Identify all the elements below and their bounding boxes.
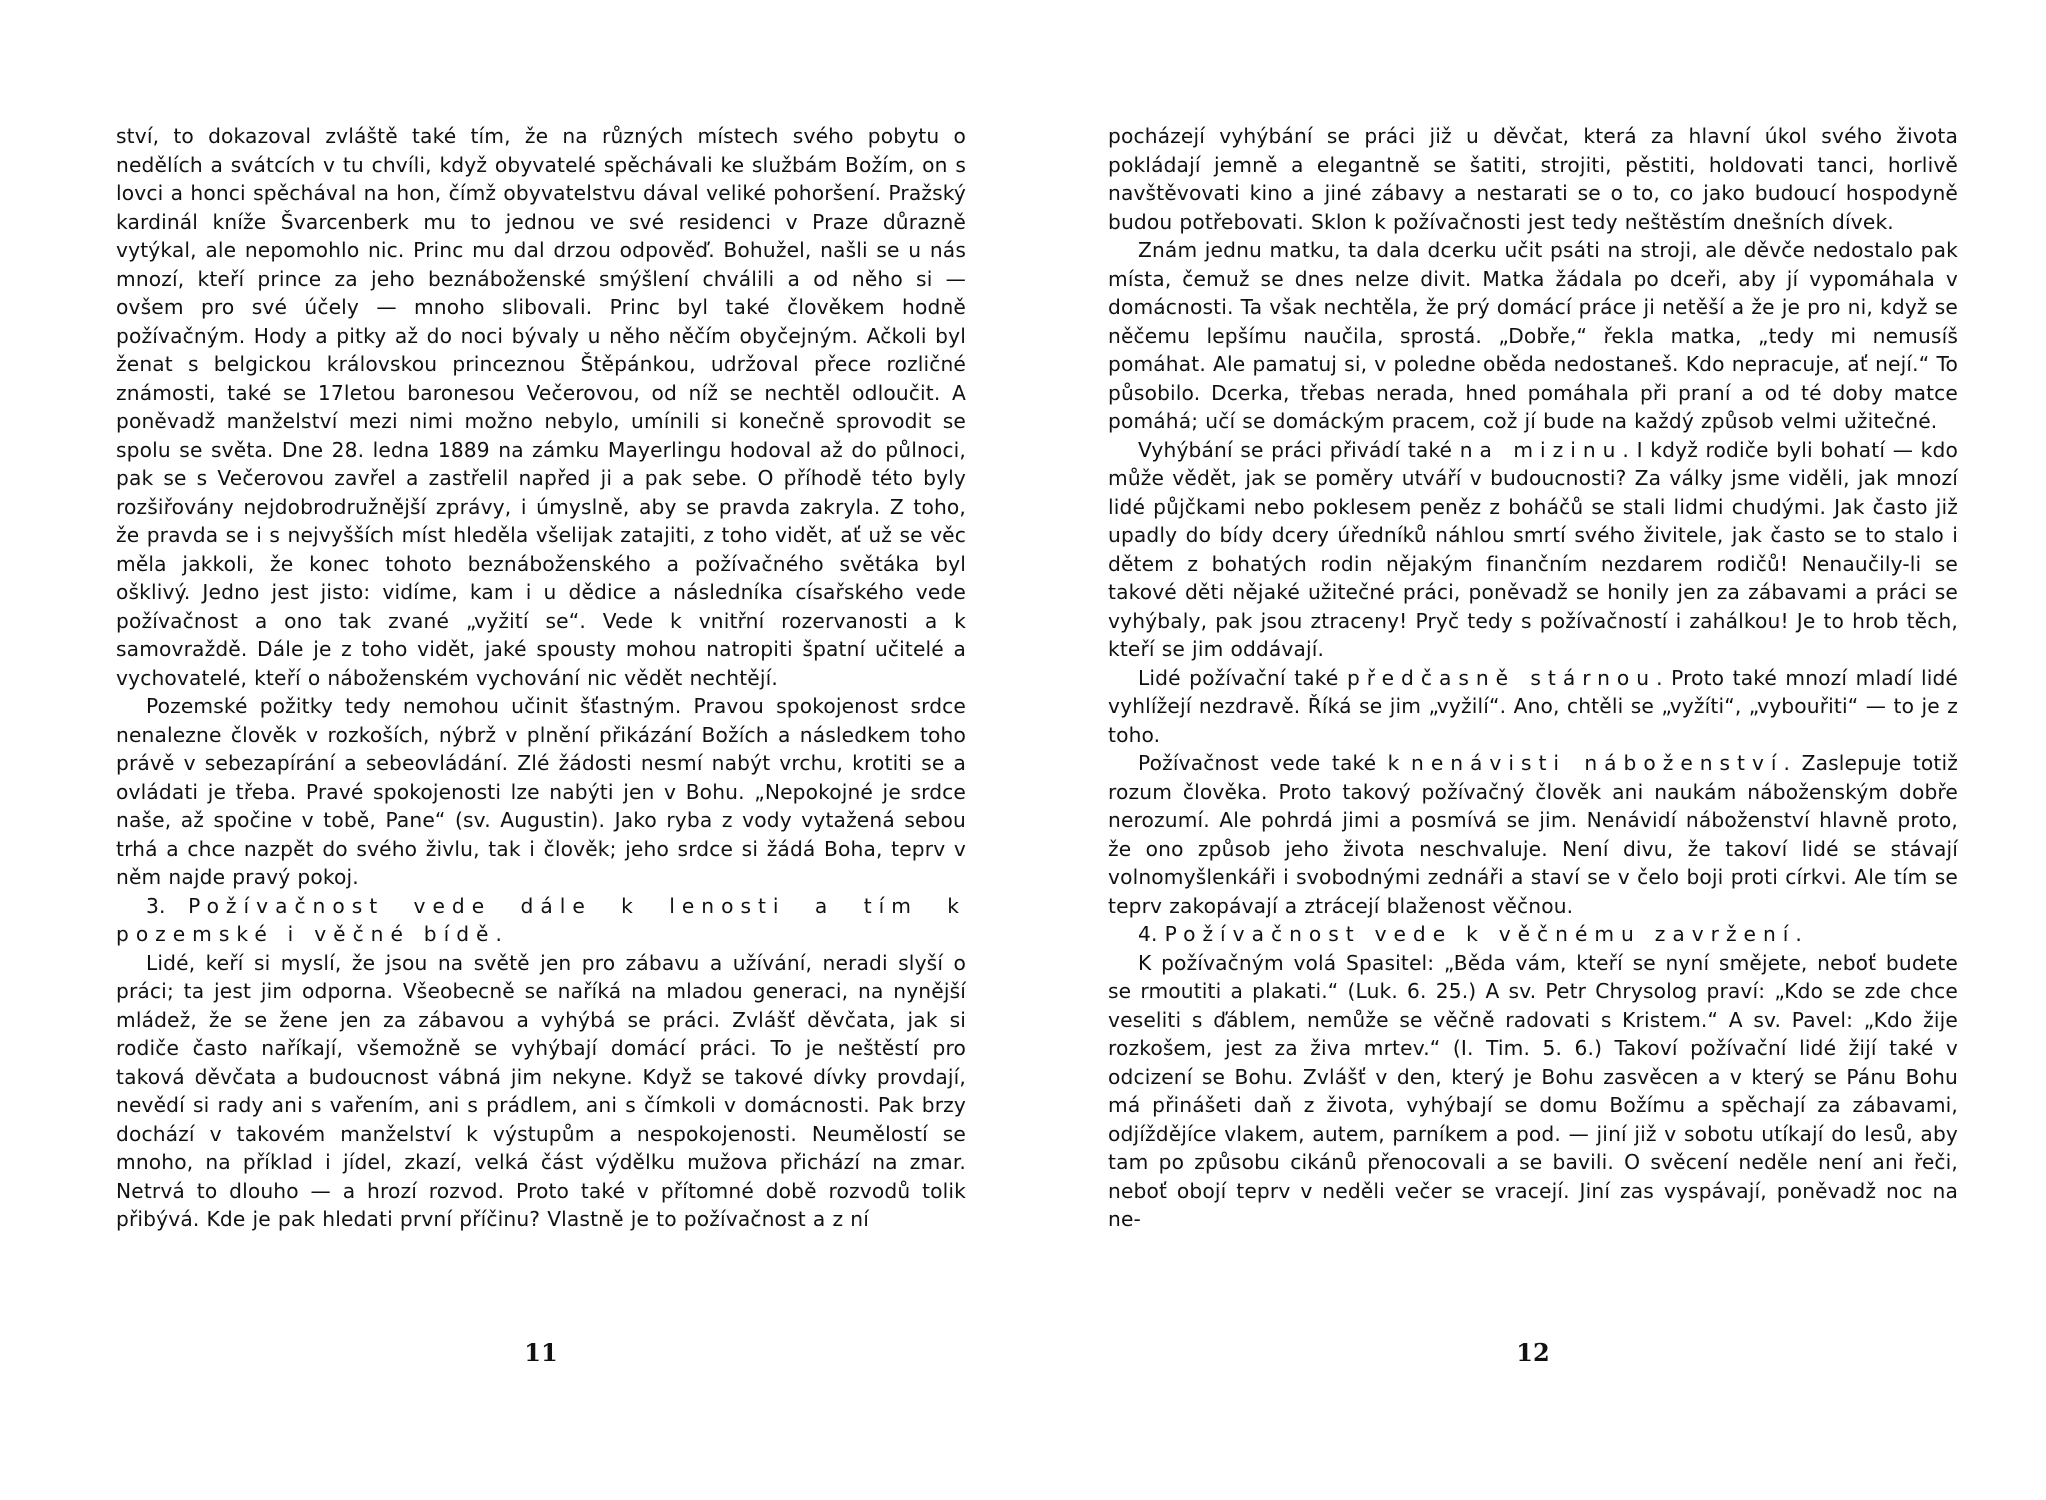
text-run: . <box>495 922 503 946</box>
spaced-emphasis: Požívačnost vede dále k lenosti a tím k pozemské i věčné bídě <box>116 893 966 946</box>
paragraph <box>1108 949 1958 1234</box>
text-run: Vyhýbání se práci přivádí také <box>1138 437 1460 462</box>
text-run: . <box>1795 922 1802 946</box>
text-run: Pozemské požitky tedy nemohou učinit šťastným. Pravou spokojenost srdce nenalezne člověk v rozkoších, nýbrž v plnění přikázání Božích a následkem toho právě v sebezapírání a sebeovládání. Zlé žádosti nesmí nabýt vrchu, krotiti se a ovládati je třeba. Pravé spokojenosti lze nabýti jen v Bohu. „Nepokojné je srdce naše, až spočine v tobě, Pane“ (sv. Augustin). Jako ryba z vody vytažená sebou trhá a chce nazpět do svého živlu, tak i člověk; jeho srdce si žádá Boha, teprv v něm najde pravý pokoj. <box>116 694 966 889</box>
text-run: pocházejí vyhýbání se práci již u děvčat, která za hlavní úkol svého života pokládají jemně a elegantně se šatiti, strojiti, pěstiti, holdovati tanci, horlivě navštěvovati kino a jiné zábavy a nestarati se o to, co jako budoucí hospodyně budou potřebovati. Sklon k požívačnosti jest tedy neštěstím dnešních dívek. <box>1108 124 1958 234</box>
paragraph <box>116 949 966 1234</box>
text-run: Lidé požívační také <box>1138 665 1347 690</box>
text-run: 4. <box>1138 922 1165 946</box>
right-page-text <box>1108 122 1958 1234</box>
spaced-emphasis: nenávisti náboženství <box>1411 751 1784 775</box>
text-run: Lidé, keří si myslí, že jsou na světě jen pro zábavu a užívání, neradi slyší o práci; ta jest jim odporna. Všeobecně se naříká na mladou generaci, na nynější mládež, že se žene jen za zábavou a vyhýbá se práci. Zvlášť děvčata, jak si rodiče často naříkají, všemožně se vyhýbají domácí práci. To je neštěstí pro taková děvčata a budoucnost vábná jim nekyne. Když se takové dívky provdají, nevědí si rady ani s vařením, ani s prádlem, ani s čímkoli v domácnosti. Pak brzy dochází v takovém manželství k výstupům a nespokojenosti. Neumělostí se mnoho, na příklad i jídel, zkazí, velká část výdělku mužova přichází na zmar. Netrvá to dlouho — a hrozí rozvod. Proto také v přítomné době rozvodů tolik přibývá. Kde je pak hledati první příčinu? Vlastně je to požívačnost a z ní <box>116 950 966 1231</box>
text-run: Znám jednu matku, ta dala dcerku učit psáti na stroji, ale děvče nedostalo pak místa, čemuž se dnes nelze divit. Matka žádala po dceři, aby jí vypomáhala v domácnosti. Ta však nechtěla, že prý domácí práce ji netěší a že je pro ni, když se něčemu lepšímu naučila, sprostá. „Dobře,“ řekla matka, „tedy mi nemusíš pomáhat. Ale pamatuj si, v poledne oběda nedostaneš. Kdo nepracuje, ať nejí.“ To působilo. Dcerka, třebas nerada, hned pomáhala při praní a od té doby matce pomáhá; učí se domáckým pracem, což jí bude na každý způsob velmi užitečné. <box>1108 238 1958 433</box>
paragraph <box>1108 122 1958 236</box>
text-run: 3. <box>146 893 189 918</box>
paragraph <box>1108 436 1958 664</box>
page-number-left: 11 <box>524 1338 558 1367</box>
spaced-emphasis: předčasně stárnou <box>1346 665 1657 690</box>
text-run: . Proto také mnozí mladí lidé vyhlížejí nezdravě. Říká se jim „vyžilí“. Ano, chtěli se „vyžíti“, „vybouřiti“ — to je z toho. <box>1108 665 1958 747</box>
text-run: . I když rodiče byli bohatí — kdo může vědět, jak se poměry utváří v budoucnosti? Za války jsme viděli, jak mnozí lidé půjčkami nebo poklesem peněz z boháčů se stali lidmi chudými. Jak často již upadly do bídy dcery úředníků náhlou smrtí svého živitele, jak často se to stalo i dětem z bohatých rodin nějakým finančním nezdarem rodičů! Nenaučily-li se takové děti nějaké užitečné práci, poněvadž se honily jen za zábavami a práci se vyhýbaly, pak jsou ztraceny! Pryč tedy s požívačností i zahálkou! Je to hrob těch, kteří se jim oddávají. <box>1108 437 1958 661</box>
right-page <box>1108 122 1958 1452</box>
paragraph <box>116 122 966 692</box>
text-run: K požívačným volá Spasitel: „Běda vám, kteří se nyní smějete, neboť budete se rmoutiti a plakati.“ (Luk. 6. 25.) A sv. Petr Chrysolog praví: „Kdo se zde chce veseliti s ďáblem, nemůže se věčně radovati s Kristem.“ A sv. Pavel: „Kdo žije rozkošem, jest za živa mrtev.“ (I. Tim. 5. 6.) Takoví požívační lidé žijí také v odcizení se Bohu. Zvlášť v den, který je Bohu zasvěcen a v který se Pánu Bohu má přinášeti daň z života, vyhýbají se domu Božímu a spěchají za zábavami, odjíždějíce vlakem, autem, parníkem a pod. — jiní již v sobotu utíkají do lesů, aby tam po způsobu cikánů přenocovali a se bavili. O svěcení neděle není ani řeči, neboť obojí teprv v neděli večer se vracejí. Jiní zas vyspávají, poněvadž noc na ne- <box>1108 950 1958 1231</box>
page-number-right: 12 <box>1516 1338 1550 1367</box>
paragraph <box>1108 749 1958 920</box>
spaced-emphasis: na mizinu <box>1459 437 1623 462</box>
left-page-text <box>116 122 966 1234</box>
text-run: Požívačnost vede také k <box>1138 751 1412 775</box>
paragraph <box>1108 920 1958 949</box>
text-run: ství, to dokazoval zvláště také tím, že na různých místech svého pobytu o nedělích a svátcích v tu chvíli, když obyvatelé spěchávali ke službám Božím, on s lovci a honci spěchával na hon, čímž obyvatelstvu dával veliké pohoršení. Pražský kardinál kníže Švarcenberk mu to jednou ve své residenci v Praze důrazně vytýkal, ale nepomohlo nic. Princ mu dal drzou odpověď. Bohužel, našli se u nás mnozí, kteří prince za jeho beznáboženské smýšlení chválili a od něho si — ovšem pro své účely — mnoho slibovali. Princ byl také člověkem hodně požívačným. Hody a pitky až do noci bývaly u něho něčím obyčejným. Ačkoli byl ženat s belgickou královskou princeznou Štěpánkou, udržoval přece rozličné známosti, také se 17letou baronesou Večerovou, od níž se nechtěl odloučit. A poněvadž manželství mezi nimi možno nebylo, umínili si konečně sprovodit se spolu se světa. Dne 28. ledna 1889 na zámku Mayerlingu hodoval až do půlnoci, pak se s Večerovou zavřel a zastřelil napřed ji a pak sebe. O příhodě této byly rozšiřovány nejdobrodružnější zprávy, i úmyslně, aby se pravda zakryla. Z toho, že pravda se i s nejvyšších míst hleděla všelijak zatajiti, z toho vidět, ať už se věc měla jakkoli, že konec tohoto beznáboženského a požívačného světáka byl ošklivý. Jedno jest jisto: vidíme, kam i u dědice a následníka císařského vede požívačnost a ono tak zvané „vyžití se“. Vede k vnitřní rozervanosti a k samovraždě. Dále je z toho vidět, jaké spousty mohou natropiti špatní učitelé a vychovatelé, kteří o náboženském vychování nic vědět nechtějí. <box>116 124 966 690</box>
spaced-emphasis: Požívačnost vede k věčnému zavržení <box>1164 922 1796 946</box>
paragraph <box>1108 236 1958 436</box>
paragraph <box>116 892 966 949</box>
paragraph <box>116 692 966 892</box>
text-run: . Zaslepuje totiž rozum člověka. Proto takový požívačný člověk ani naukám náboženským dobře nerozumí. Ale pohrdá jimi a posmívá se jim. Nenávidí náboženství hlavně proto, že ono způsob jeho života neschvaluje. Není divu, že takoví lidé se stávají volnomyšlenkáři i svobodnými zednáři a staví se v čelo boji proti církvi. Ale tím se teprv zakopávají a ztrácejí blaženost věčnou. <box>1108 751 1959 918</box>
paragraph <box>1108 664 1958 750</box>
left-page <box>116 122 966 1452</box>
